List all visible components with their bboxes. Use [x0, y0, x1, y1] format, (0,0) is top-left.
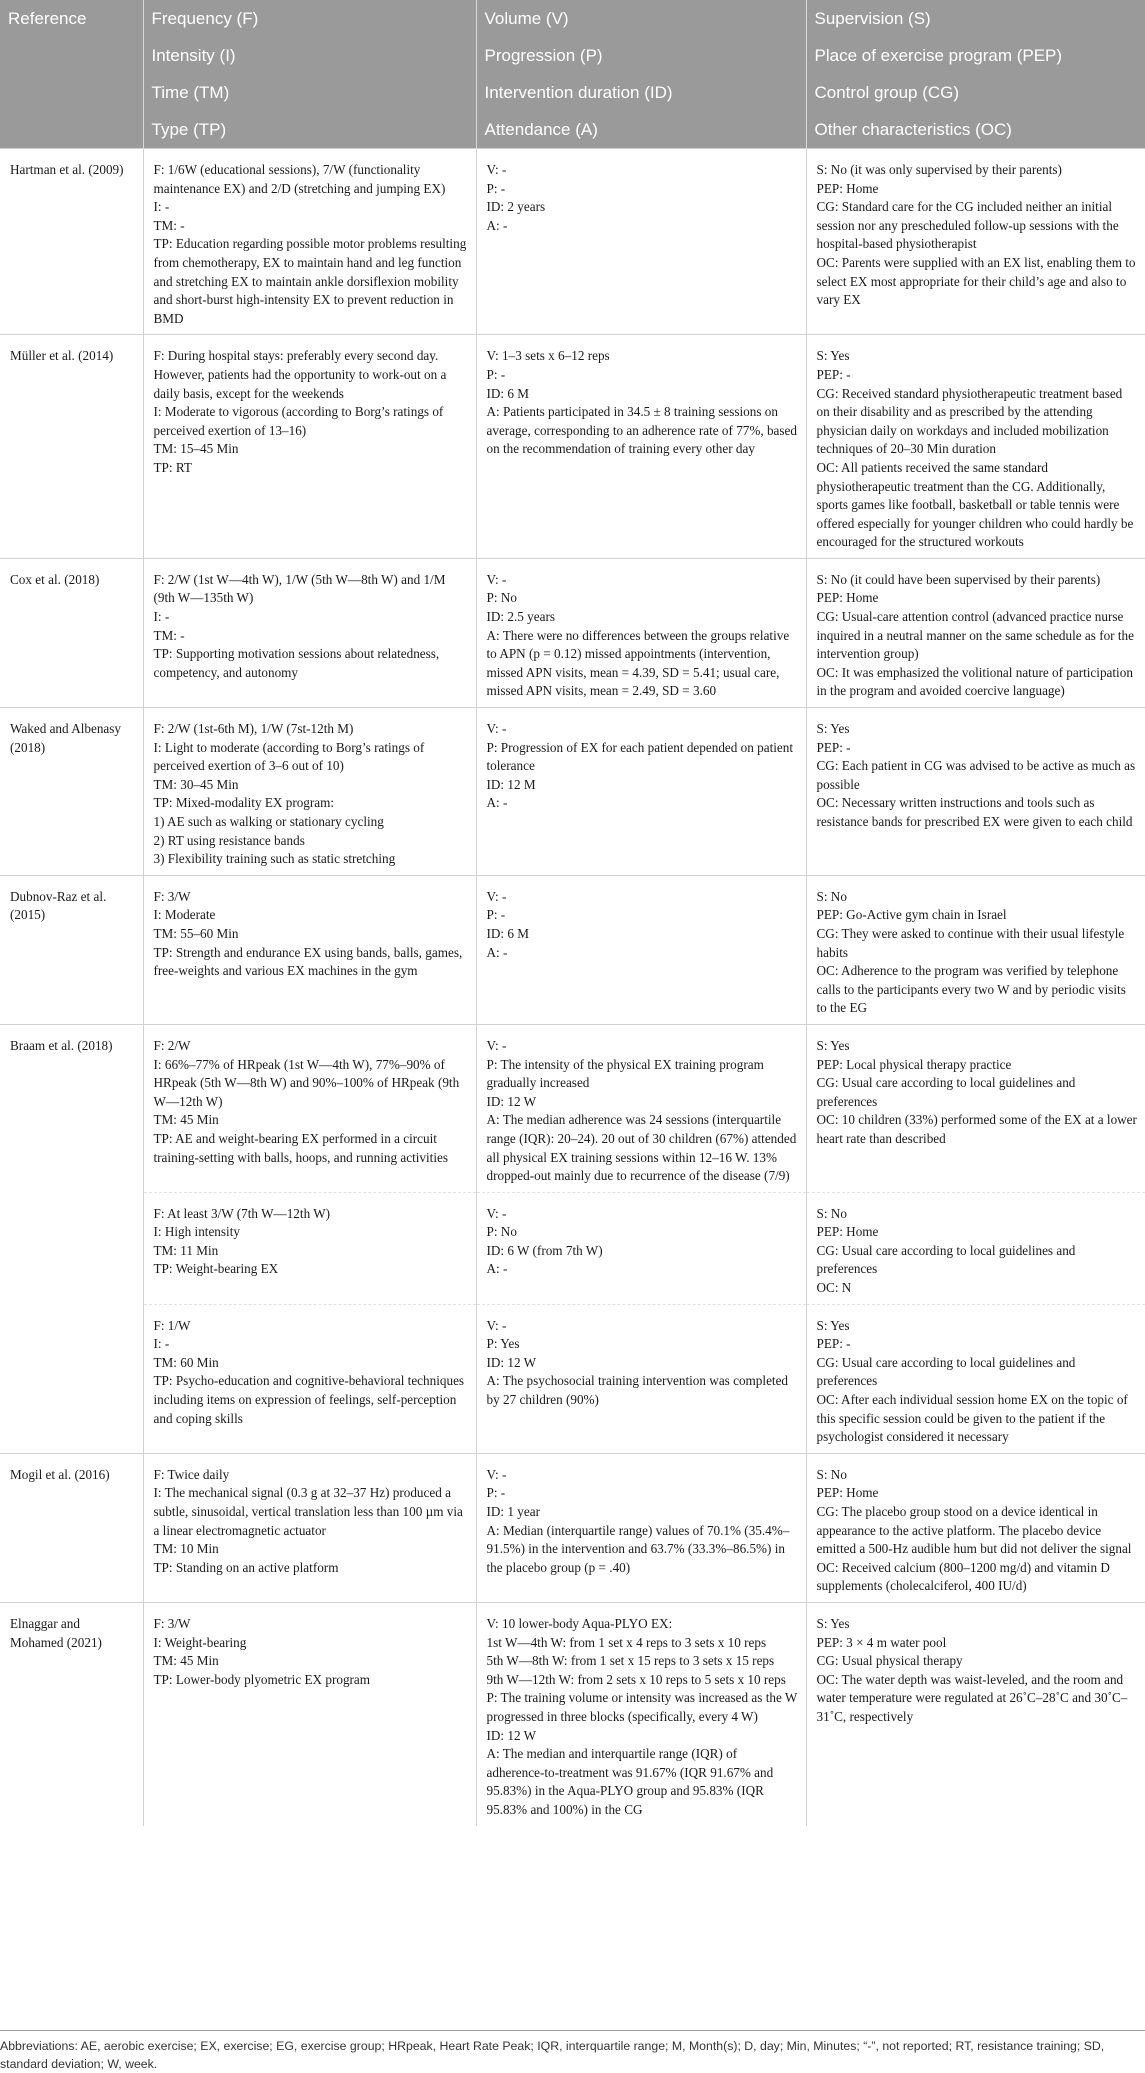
frequency-intensity-time-type-cell: [143, 1602, 476, 1825]
cell-line: V: -: [486, 1317, 507, 1333]
cell-line: A: There were no differences between the groups relative to APN (p = 0.12) missed appointments (intervention, missed APN visits, mean = 4.39, SD = 5.41; usual care, missed APN visits, mean = 2.49, SD = 3.60: [486, 627, 790, 699]
header-cell: Place of exercise program (PEP): [806, 37, 1145, 74]
cell-line: F: During hospital stays: preferably every second day. However, patients had the opportunity to work-out on a daily basis, except for the weekends: [153, 348, 447, 401]
cell-line: I: -: [153, 609, 170, 625]
frequency-intensity-time-type-cell: [143, 558, 476, 707]
header-cell: Intensity (I): [143, 37, 476, 74]
cell-line: TP: Mixed-modality EX program:: [153, 795, 335, 811]
cell-line: ID: 12 M: [486, 776, 536, 792]
volume-progression-duration-attendance-cell: [476, 1024, 806, 1192]
cell-line: 1st W—4th W: from 1 set x 4 reps to 3 sets x 10 reps: [486, 1634, 767, 1650]
cell-line: S: Yes: [816, 721, 850, 737]
cell-line: ID: 12 W: [486, 1354, 537, 1370]
cell-line: PEP: Home: [816, 1224, 879, 1240]
header-cell: Control group (CG): [806, 74, 1145, 111]
cell-line: V: -: [486, 1037, 507, 1053]
volume-progression-duration-attendance-cell: [476, 1602, 806, 1825]
cell-line: I: -: [153, 1336, 170, 1352]
table-row: [0, 1192, 1145, 1304]
cell-line: V: -: [486, 721, 507, 737]
table-row: [0, 708, 1145, 876]
cell-line: TP: Strength and endurance EX using bands, balls, games, free-weights and various EX machines in the gym: [153, 944, 463, 979]
volume-progression-duration-attendance-cell: [476, 149, 806, 335]
cell-line: TM: 11 Min: [153, 1242, 219, 1258]
cell-line: S: Yes: [816, 1037, 850, 1053]
cell-line: P: The training volume or intensity was increased as the W progressed in three blocks (specifically, every 4 W): [486, 1690, 798, 1724]
supervision-place-control-other-cell: [806, 335, 1145, 559]
cell-line: CG: Usual-care attention control (advanced practice nurse inquired in a neutral manner on the same schedule as for the intervention group): [816, 609, 1134, 662]
frequency-intensity-time-type-cell: [143, 708, 476, 876]
cell-line: PEP: Local physical therapy practice: [816, 1056, 1012, 1072]
table-row: [0, 1304, 1145, 1453]
cell-line: TP: Weight-bearing EX: [153, 1261, 279, 1277]
cell-line: V: -: [486, 1466, 507, 1482]
cell-line: TM: 55–60 Min: [153, 925, 239, 941]
table-row: [0, 335, 1145, 559]
cell-line: I: The mechanical signal (0.3 g at 32–37 Hz) produced a subtle, sinusoidal, vertical translation less than 100 µm via a linear electromagnetic actuator: [153, 1485, 463, 1538]
cell-line: ID: 6 W (from 7th W): [486, 1242, 603, 1258]
supervision-place-control-other-cell: [806, 1304, 1145, 1453]
reference-cell: [0, 1192, 143, 1304]
cell-line: TP: Standing on an active platform: [153, 1559, 339, 1575]
cell-line: PEP: Go-Active gym chain in Israel: [816, 907, 1007, 923]
cell-line: A: -: [486, 795, 508, 811]
cell-line: V: -: [486, 571, 507, 587]
volume-progression-duration-attendance-cell: [476, 708, 806, 876]
header-cell: Frequency (F): [143, 0, 476, 37]
cell-line: P: No: [486, 1224, 517, 1240]
cell-line: S: Yes: [816, 348, 850, 364]
cell-line: OC: Parents were supplied with an EX list, enabling them to select EX most appropriate for their child’s age and also to vary EX: [816, 254, 1136, 308]
supervision-place-control-other-cell: [806, 558, 1145, 707]
cell-line: OC: After each individual session home EX on the topic of this specific session could be given to the patient if the psychologist considered it necessary: [816, 1392, 1128, 1445]
volume-progression-duration-attendance-cell: [476, 558, 806, 707]
cell-line: Mogil et al. (2016): [10, 1466, 110, 1482]
reference-cell: [0, 558, 143, 707]
header-cell: Reference: [0, 0, 143, 37]
table-row: [0, 875, 1145, 1024]
cell-line: OC: The water depth was waist-leveled, and the room and water temperature were regulated at 26˚C–28˚C and 30˚C–31˚C, respectively: [816, 1671, 1128, 1724]
cell-line: CG: The placebo group stood on a device identical in appearance to the active platform. The placebo device emitted a 500-Hz audible hum but did not deliver the signal: [816, 1504, 1132, 1557]
header-cell: Other characteristics (OC): [806, 111, 1145, 149]
cell-line: TM: -: [153, 217, 185, 233]
cell-line: S: Yes: [816, 1615, 850, 1631]
cell-line: A: -: [486, 944, 508, 960]
cell-line: TP: Psycho-education and cognitive-behavioral techniques including items on expression of feelings, self-perception and coping skills: [153, 1373, 465, 1426]
supervision-place-control-other-cell: [806, 875, 1145, 1024]
cell-line: 5th W—8th W: from 1 set x 15 reps to 3 sets x 15 reps: [486, 1653, 775, 1669]
cell-line: TP: Education regarding possible motor problems resulting from chemotherapy, EX to maintain hand and leg function and stretching EX to maintain ankle dorsiflexion mobility and short-burst high-intensity EX to prevent reduction in BMD: [153, 236, 467, 326]
cell-line: F: 1/W: [153, 1317, 191, 1333]
cell-line: S: No: [816, 1205, 847, 1221]
cell-line: P: -: [486, 180, 506, 196]
cell-line: TM: 15–45 Min: [153, 441, 239, 457]
table-row: [0, 558, 1145, 707]
cell-line: I: 66%–77% of HRpeak (1st W—4th W), 77%–90% of HRpeak (5th W—8th W) and 90%–100% of HRpeak (9th W—12th W): [153, 1056, 460, 1109]
cell-line: P: -: [486, 366, 506, 382]
reference-cell: [0, 149, 143, 335]
cell-line: TM: 45 Min: [153, 1112, 219, 1128]
cell-line: TP: Supporting motivation sessions about relatedness, competency, and autonomy: [153, 646, 440, 680]
cell-line: CG: Standard care for the CG included neither an initial session nor any prescheduled follow-up sessions with the hospital-based physiotherapist: [816, 199, 1119, 252]
header-cell: [0, 37, 143, 74]
cell-line: PEP: Home: [816, 180, 879, 196]
frequency-intensity-time-type-cell: [143, 1304, 476, 1453]
frequency-intensity-time-type-cell: [143, 335, 476, 559]
reference-cell: [0, 1453, 143, 1602]
cell-line: OC: It was emphasized the volitional nature of participation in the program and avoided coercive language): [816, 664, 1133, 699]
reference-cell: [0, 1602, 143, 1825]
cell-line: V: -: [486, 162, 507, 177]
table-body: [0, 149, 1145, 1826]
frequency-intensity-time-type-cell: [143, 875, 476, 1024]
cell-line: P: Progression of EX for each patient depended on patient tolerance: [486, 739, 794, 774]
cell-line: ID: 2 years: [486, 199, 546, 215]
header-cell: [0, 111, 143, 149]
cell-line: OC: Received calcium (800–1200 mg/d) and vitamin D supplements (cholecalciferol, 400 IU/d): [816, 1559, 1110, 1594]
cell-line: A: The median and interquartile range (IQR) of adherence-to-treatment was 91.67% (IQR 91.67% and 95.83%) in the Aqua-PLYO group and 95.83% (IQR 95.83% and 100%) in the CG: [486, 1746, 774, 1817]
cell-line: F: 2/W: [153, 1037, 191, 1053]
cell-line: TM: 30–45 Min: [153, 776, 239, 792]
cell-line: ID: 6 M: [486, 925, 529, 941]
cell-line: CG: Usual physical therapy: [816, 1653, 963, 1669]
cell-line: I: High intensity: [153, 1224, 240, 1240]
cell-line: PEP: -: [816, 1336, 851, 1352]
cell-line: PEP: 3 × 4 m water pool: [816, 1634, 947, 1650]
cell-line: I: Weight-bearing: [153, 1634, 247, 1650]
cell-line: CG: Usual care according to local guidelines and preferences: [816, 1354, 1076, 1389]
table-row: [0, 1024, 1145, 1192]
cell-line: A: Median (interquartile range) values of 70.1% (35.4%–91.5%) in the intervention and 63.7% (33.3%–86.5%) in the placebo group (p = .40): [486, 1522, 790, 1575]
volume-progression-duration-attendance-cell: [476, 335, 806, 559]
header-cell: Type (TP): [143, 111, 476, 149]
frequency-intensity-time-type-cell: [143, 1192, 476, 1304]
cell-line: TP: AE and weight-bearing EX performed in a circuit training-setting with balls, hoops, and running activities: [153, 1130, 448, 1165]
cell-line: OC: N: [816, 1280, 852, 1296]
cell-line: 3) Flexibility training such as static stretching: [153, 851, 396, 867]
supervision-place-control-other-cell: [806, 1602, 1145, 1825]
cell-line: TM: -: [153, 627, 185, 643]
header-cell: Supervision (S): [806, 0, 1145, 37]
cell-line: TP: Lower-body plyometric EX program: [153, 1671, 371, 1687]
cell-line: F: 2/W (1st W—4th W), 1/W (5th W—8th W) and 1/M (9th W—135th W): [153, 571, 446, 606]
cell-line: A: The median adherence was 24 sessions (interquartile range (IQR): 20–24). 20 out of 30 children (67%) attended all physical EX training sessions within 12–16 W. 13% dropped-out mainly due to recurrence of the disease (7/9): [486, 1112, 797, 1184]
cell-line: 1) AE such as walking or stationary cycling: [153, 814, 384, 829]
cell-line: I: Moderate to vigorous (according to Borg’s ratings of perceived exertion of 13–16): [153, 404, 444, 438]
cell-line: S: No: [816, 888, 847, 904]
volume-progression-duration-attendance-cell: [476, 875, 806, 1024]
cell-line: TM: 45 Min: [153, 1653, 219, 1669]
frequency-intensity-time-type-cell: [143, 1453, 476, 1602]
cell-line: F: 2/W (1st-6th M), 1/W (7st-12th M): [153, 721, 354, 737]
cell-line: Müller et al. (2014): [10, 348, 114, 364]
cell-line: TP: RT: [153, 459, 192, 475]
cell-line: ID: 2.5 years: [486, 609, 555, 625]
supervision-place-control-other-cell: [806, 149, 1145, 335]
cell-line: A: -: [486, 217, 508, 233]
supervision-place-control-other-cell: [806, 708, 1145, 876]
cell-line: CG: Received standard physiotherapeutic treatment based on their disability and as prescribed by the attending physician daily on workdays and included mobilization techniques of 20–30 Min duration: [816, 385, 1123, 457]
cell-line: A: -: [486, 1261, 508, 1277]
cell-line: PEP: Home: [816, 1485, 879, 1501]
cell-line: Cox et al. (2018): [10, 571, 100, 587]
cell-line: Hartman et al. (2009): [10, 162, 124, 177]
cell-line: CG: Usual care according to local guidelines and preferences: [816, 1075, 1076, 1109]
table-row: [0, 1453, 1145, 1602]
header-cell: Attendance (A): [476, 111, 806, 149]
cell-line: V: -: [486, 888, 507, 904]
cell-line: PEP: Home: [816, 590, 879, 606]
cell-line: P: The intensity of the physical EX training program gradually increased: [486, 1056, 764, 1091]
cell-line: OC: Necessary written instructions and tools such as resistance bands for prescribed EX were given to each child: [816, 795, 1133, 829]
cell-line: I: -: [153, 199, 170, 215]
abbreviations-footnote: Abbreviations: AE, aerobic exercise; EX, exercise; EG, exercise group; HRpeak, Heart Rate Peak; IQR, interquartile range; M, Month(s); D, day; Min, Minutes; “-”, not reported; RT, resistance training; SD, standard deviation; W, week.: [0, 2030, 1145, 2073]
table-header: [0, 0, 1145, 149]
volume-progression-duration-attendance-cell: [476, 1192, 806, 1304]
cell-line: Waked and Albenasy (2018): [10, 721, 121, 755]
supervision-place-control-other-cell: [806, 1024, 1145, 1192]
cell-line: A: Patients participated in 34.5 ± 8 training sessions on average, corresponding to an adherence rate of 77%, based on the recommendation of training every other day: [486, 404, 797, 457]
cell-line: Dubnov-Raz et al. (2015): [10, 888, 107, 923]
cell-line: P: Yes: [486, 1336, 520, 1352]
reference-cell: [0, 875, 143, 1024]
cell-line: F: 1/6W (educational sessions), 7/W (functionality maintenance EX) and 2/D (stretching and jumping EX): [153, 162, 446, 196]
table-row: [0, 149, 1145, 335]
volume-progression-duration-attendance-cell: [476, 1453, 806, 1602]
cell-line: ID: 12 W: [486, 1093, 537, 1109]
reference-cell: [0, 1304, 143, 1453]
cell-line: S: No (it was only supervised by their parents): [816, 162, 1062, 177]
cell-line: I: Moderate: [153, 907, 216, 923]
cell-line: P: -: [486, 907, 506, 923]
cell-line: S: No: [816, 1466, 847, 1482]
cell-line: ID: 12 W: [486, 1727, 537, 1743]
cell-line: Elnaggar and Mohamed (2021): [10, 1615, 102, 1650]
header-cell: Volume (V): [476, 0, 806, 37]
cell-line: S: Yes: [816, 1317, 850, 1333]
supervision-place-control-other-cell: [806, 1192, 1145, 1304]
cell-line: ID: 6 M: [486, 385, 529, 401]
header-cell: Intervention duration (ID): [476, 74, 806, 111]
cell-line: P: -: [486, 1485, 506, 1501]
cell-line: V: -: [486, 1205, 507, 1221]
cell-line: Braam et al. (2018): [10, 1037, 113, 1053]
cell-line: F: 3/W: [153, 888, 191, 904]
reference-cell: [0, 708, 143, 876]
cell-line: TM: 60 Min: [153, 1354, 219, 1370]
cell-line: 2) RT using resistance bands: [153, 832, 305, 848]
frequency-intensity-time-type-cell: [143, 1024, 476, 1192]
cell-line: CG: Usual care according to local guidelines and preferences: [816, 1242, 1076, 1277]
cell-line: OC: All patients received the same standard physiotherapeutic treatment than the CG. Additionally, sports games like football, basketball or table tennis were offered especially for younger children who could hardly be encouraged for the structured workouts: [816, 459, 1134, 550]
volume-progression-duration-attendance-cell: [476, 1304, 806, 1453]
cell-line: PEP: -: [816, 366, 851, 382]
header-cell: [0, 74, 143, 111]
header-cell: Time (TM): [143, 74, 476, 111]
reference-cell: [0, 1024, 143, 1192]
header-cell: Progression (P): [476, 37, 806, 74]
cell-line: S: No (it could have been supervised by their parents): [816, 571, 1101, 587]
cell-line: F: 3/W: [153, 1615, 191, 1631]
cell-line: OC: 10 children (33%) performed some of the EX at a lower heart rate than described: [816, 1112, 1137, 1146]
cell-line: V: 1–3 sets x 6–12 reps: [486, 348, 610, 364]
cell-line: P: No: [486, 590, 517, 606]
cell-line: TM: 10 Min: [153, 1541, 219, 1557]
cell-line: CG: They were asked to continue with their usual lifestyle habits: [816, 925, 1125, 960]
frequency-intensity-time-type-cell: [143, 149, 476, 335]
cell-line: A: The psychosocial training intervention was completed by 27 children (90%): [486, 1373, 789, 1408]
cell-line: I: Light to moderate (according to Borg’s ratings of perceived exertion of 3–6 out of 10): [153, 739, 425, 774]
cell-line: CG: Each patient in CG was advised to be active as much as possible: [816, 758, 1136, 792]
cell-line: V: 10 lower-body Aqua-PLYO EX:: [486, 1615, 673, 1631]
cell-line: ID: 1 year: [486, 1504, 540, 1519]
table-row: [0, 1602, 1145, 1825]
supervision-place-control-other-cell: [806, 1453, 1145, 1602]
cell-line: 9th W—12th W: from 2 sets x 10 reps to 5 sets x 10 reps: [486, 1671, 786, 1687]
cell-line: F: At least 3/W (7th W—12th W): [153, 1205, 331, 1221]
cell-line: F: Twice daily: [153, 1466, 230, 1482]
cell-line: PEP: -: [816, 739, 851, 755]
cell-line: OC: Adherence to the program was verified by telephone calls to the participants every two W and by periodic visits to the EG: [816, 963, 1126, 1016]
reference-cell: [0, 335, 143, 559]
